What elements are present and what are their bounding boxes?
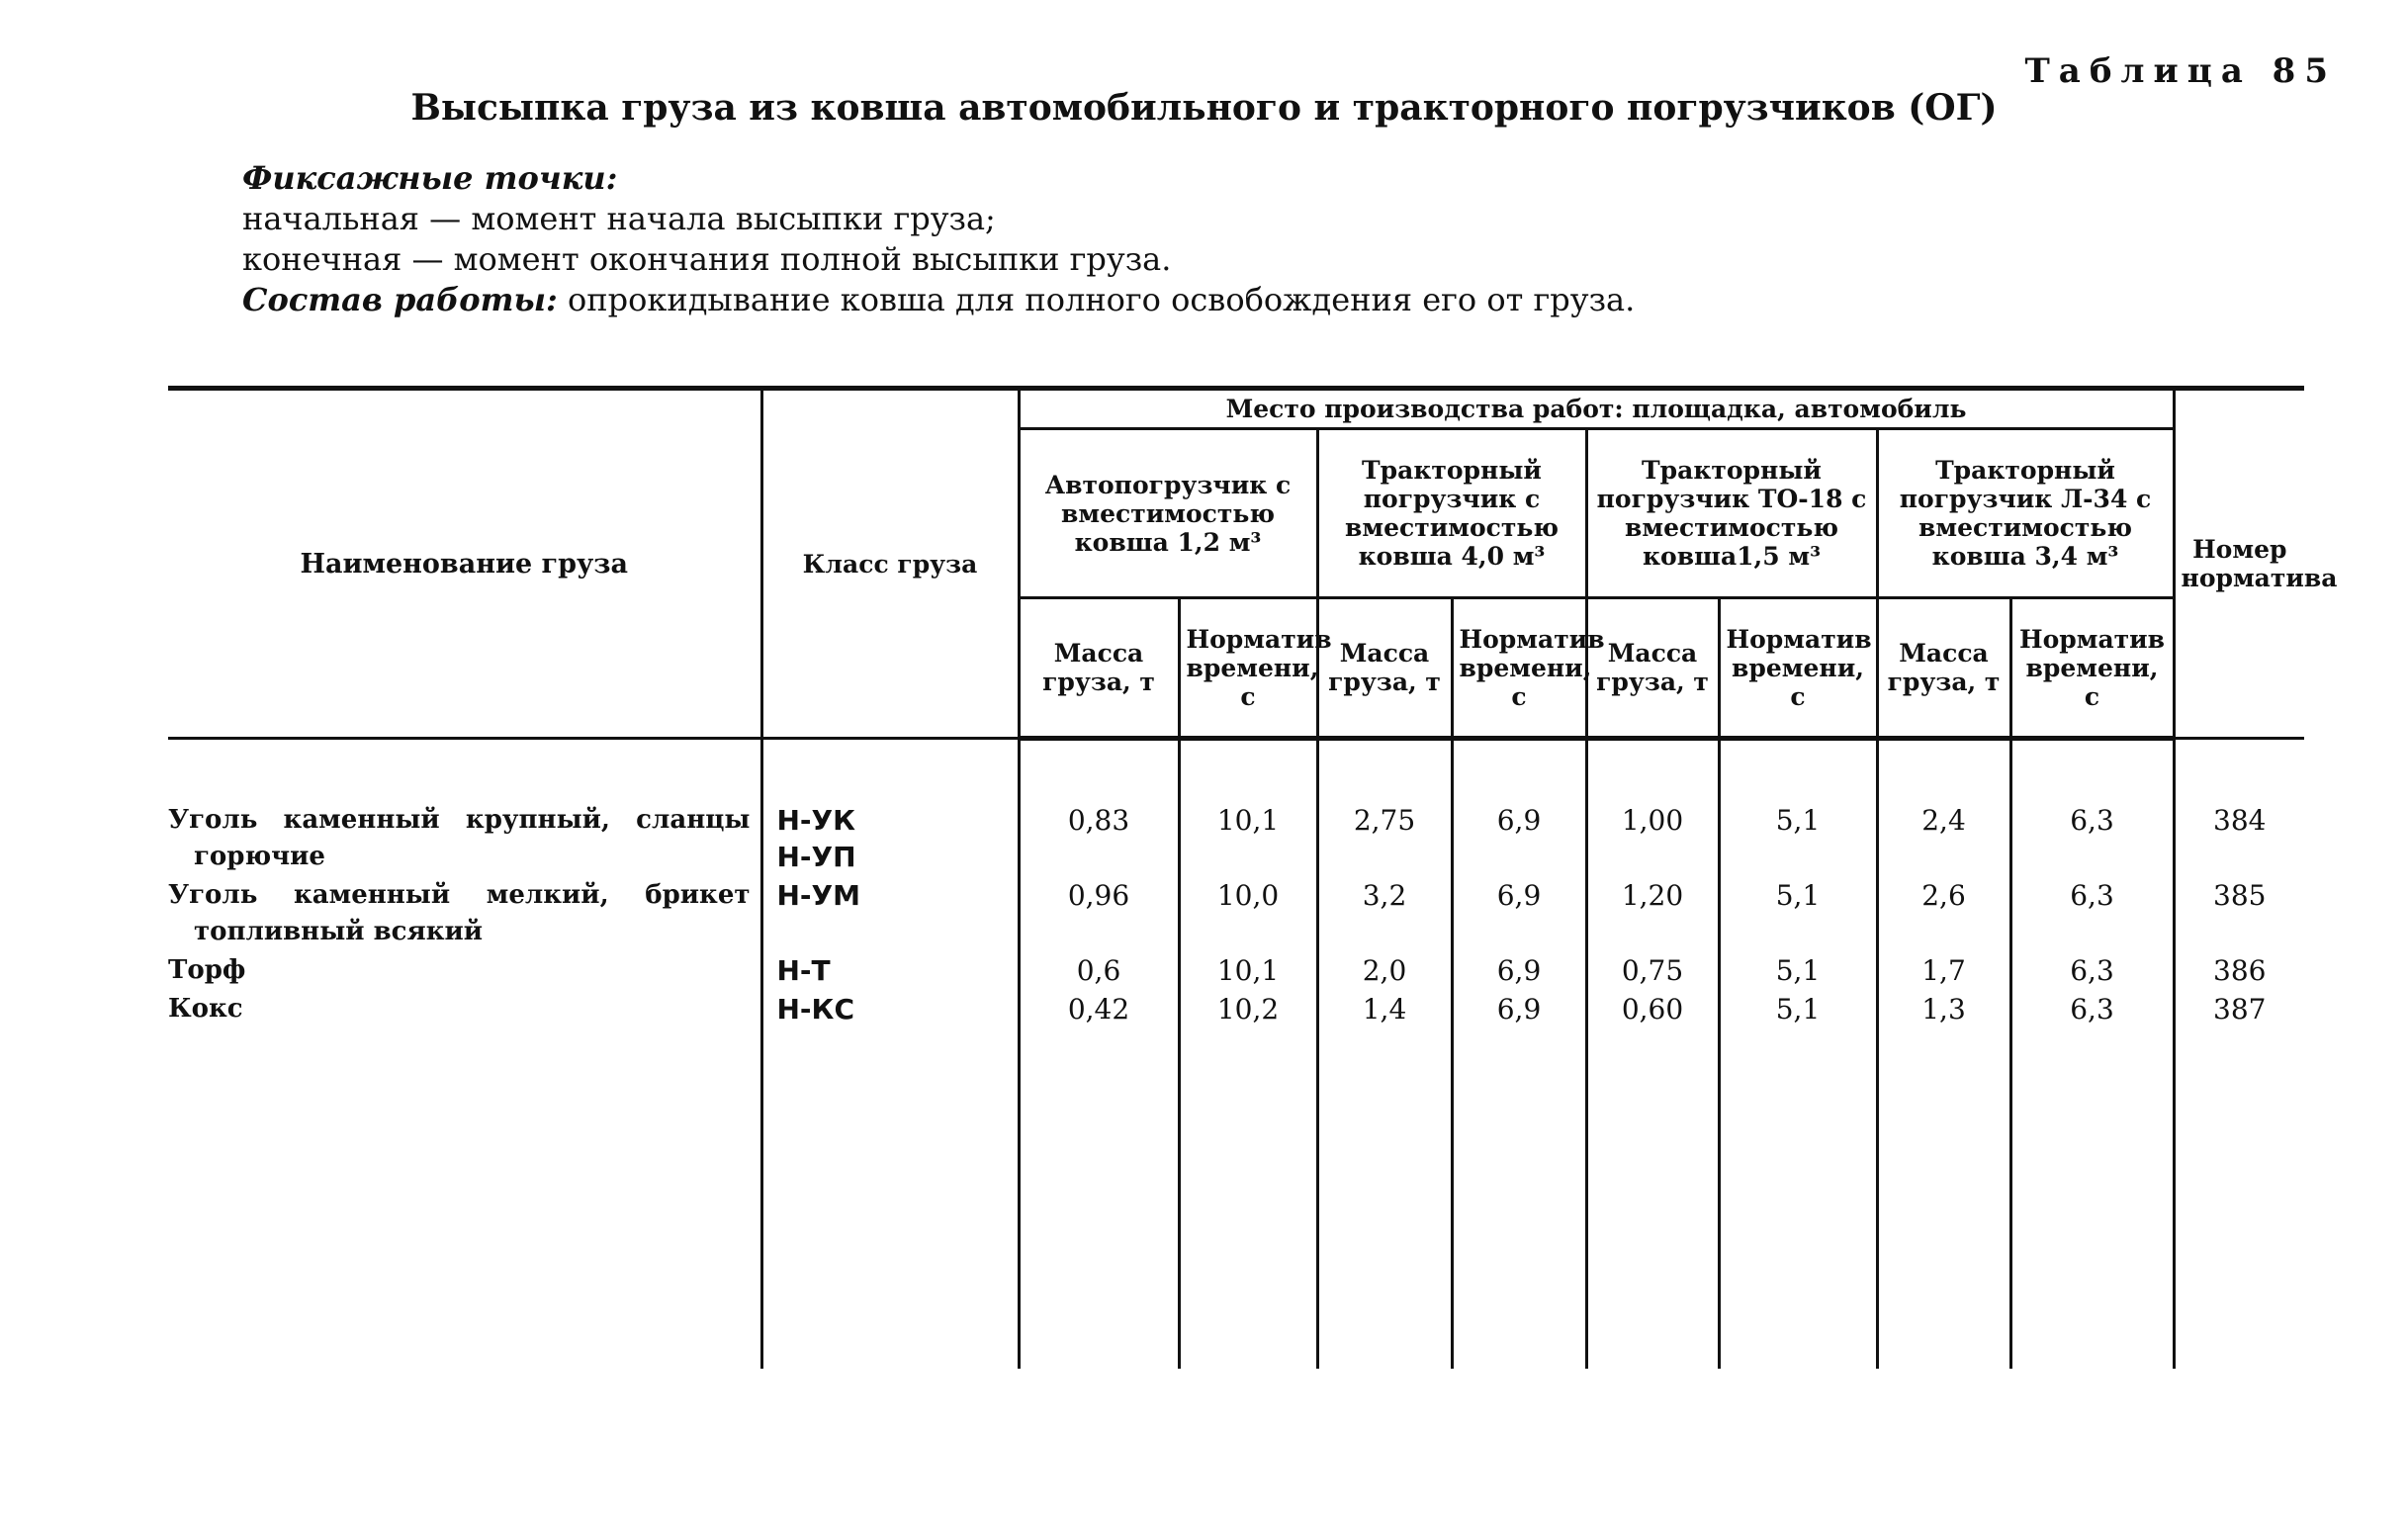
value-cell: 1,7 [1877,950,2010,989]
cargo-name-cell: Торф [168,950,761,989]
work-text: опрокидывание ковша для полного освобождения его от груза. [557,281,1636,318]
value-cell: 1,3 [1877,989,2010,1028]
header-time-norm: Норматив времени, с [1719,598,1877,739]
page-title: Высыпка груза из ковша автомобильного и тракторного погрузчиков (ОГ) [410,87,1998,129]
header-workplace: Место производства работ: площадка, автомобиль [1019,389,2174,429]
header-norm-number: Номер норматива [2174,389,2304,739]
header-loader-4: Тракторный погрузчик Л-34 с вместимостью ковша 3,4 м³ [1877,429,2174,598]
header-loader-2: Тракторный погрузчик с вместимостью ковша 4,0 м³ [1317,429,1586,598]
value-cell: 5,1 [1719,875,1877,950]
value-cell: 6,9 [1452,800,1586,875]
header-time-norm: Норматив времени, с [1179,598,1317,739]
value-cell: 6,3 [2010,800,2174,875]
value-cell: 2,75 [1317,800,1452,875]
norm-number-cell: 385 [2174,875,2304,950]
fixation-start: начальная — момент начала высыпки груза; [242,200,996,237]
value-cell: 0,96 [1019,875,1179,950]
header-time-norm: Норматив времени, с [1452,598,1586,739]
table-row [168,989,2304,1028]
header-mass: Масса груза, т [1877,598,2010,739]
value-cell: 6,9 [1452,875,1586,950]
value-cell: 10,0 [1179,875,1317,950]
table-row [168,950,2304,989]
fixation-label: Фиксажные точки: [242,159,618,197]
value-cell: 5,1 [1719,989,1877,1028]
value-cell: 2,0 [1317,950,1452,989]
header-loader-1: Автопогрузчик с вместимостью ковша 1,2 м³ [1019,429,1317,598]
value-cell: 6,3 [2010,875,2174,950]
value-cell: 1,00 [1586,800,1719,875]
header-time-norm: Норматив времени, с [2010,598,2174,739]
norms-table [168,386,2338,1369]
fixation-end: конечная — момент окончания полной высыпки груза. [242,240,1172,278]
value-cell: 3,2 [1317,875,1452,950]
value-cell: 0,42 [1019,989,1179,1028]
header-cargo-class: Класс груза [761,389,1019,739]
value-cell: 6,9 [1452,950,1586,989]
header-cargo-name: Наименование груза [168,389,761,739]
value-cell: 0,6 [1019,950,1179,989]
value-cell: 5,1 [1719,950,1877,989]
cargo-name-cell: Уголь каменный мелкий, брикет топливный всякий [168,875,761,950]
value-cell: 10,1 [1179,800,1317,875]
norm-number-cell: 386 [2174,950,2304,989]
value-cell: 0,83 [1019,800,1179,875]
work-label: Состав работы: [242,281,558,318]
value-cell: 1,4 [1317,989,1452,1028]
cargo-name-cell: Уголь каменный крупный, сланцы горючие [168,800,761,875]
value-cell: 6,9 [1452,989,1586,1028]
table-number: Таблица 85 [2024,51,2337,91]
value-cell: 1,20 [1586,875,1719,950]
value-cell: 2,6 [1877,875,2010,950]
header-mass: Масса груза, т [1586,598,1719,739]
value-cell: 2,4 [1877,800,2010,875]
header-mass: Масса груза, т [1317,598,1452,739]
header-mass: Масса груза, т [1019,598,1179,739]
value-cell: 0,60 [1586,989,1719,1028]
cargo-class-cell: Н-УК Н-УП [761,800,1019,875]
norm-number-cell: 384 [2174,800,2304,875]
value-cell: 6,3 [2010,950,2174,989]
intro-block [242,158,1635,320]
table-row [168,800,2304,875]
cargo-class-cell: Н-КС [761,989,1019,1028]
value-cell: 10,2 [1179,989,1317,1028]
value-cell: 5,1 [1719,800,1877,875]
header-loader-3: Тракторный погрузчик ТО-18 с вместимостью ковша1,5 м³ [1586,429,1877,598]
value-cell: 0,75 [1586,950,1719,989]
table-row [168,875,2304,950]
norm-number-cell: 387 [2174,989,2304,1028]
cargo-class-cell: Н-Т [761,950,1019,989]
value-cell: 6,3 [2010,989,2174,1028]
cargo-class-cell: Н-УМ [761,875,1019,950]
cargo-name-cell: Кокс [168,989,761,1028]
value-cell: 10,1 [1179,950,1317,989]
work-composition [242,280,1635,320]
